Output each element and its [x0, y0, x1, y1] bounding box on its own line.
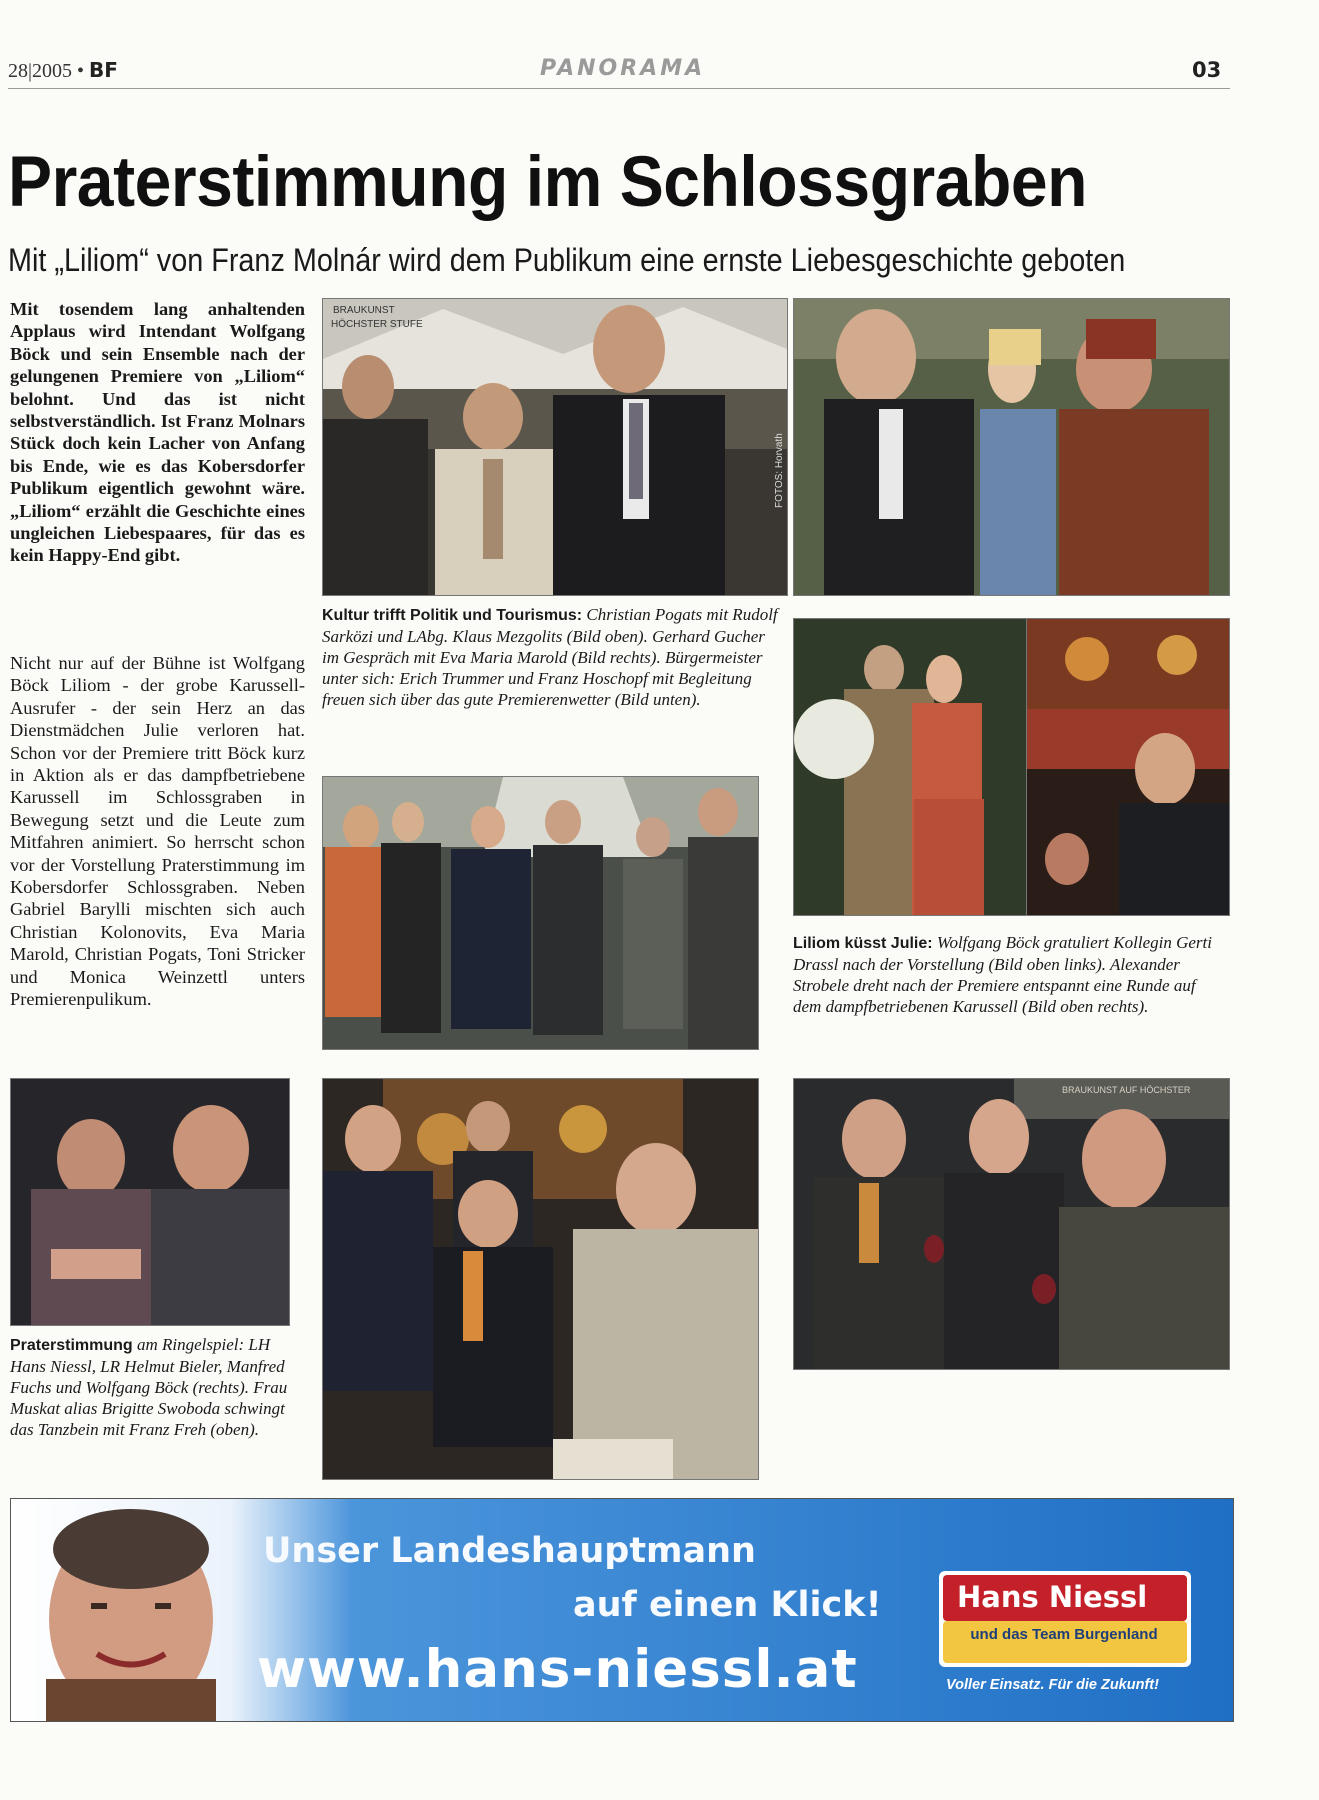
issue-line: 28|2005 • BF	[8, 58, 118, 82]
sign-stufe: HÖCHSTER STUFE	[331, 319, 423, 330]
issue-number: 28|2005	[8, 60, 73, 82]
photo-mayors	[322, 776, 759, 1050]
caption-prater-text: am Ringelspiel: LH Hans Niessl, LR Helmut Bieler, Manfred Fuchs und Wolfgang Böck (rechts). Frau Muskat alias Brigitte Swoboda schwingt das Tanzbein mit Franz Freh (oben).	[10, 1335, 288, 1439]
ad-url-link[interactable]: www.hans-niessl.at	[257, 1639, 858, 1700]
caption-prater-key: Praterstimmung	[10, 1337, 133, 1354]
caption-politics	[322, 604, 786, 710]
ad-slogan: Voller Einsatz. Für die Zukunft!	[946, 1677, 1159, 1693]
caption-liliom-key: Liliom küsst Julie:	[793, 935, 933, 952]
advertisement-banner[interactable]	[10, 1498, 1234, 1722]
photo-ringelspiel-group	[322, 1078, 759, 1480]
article-subtitle: Mit „Liliom“ von Franz Molnár wird dem Publikum eine ernste Liebesgeschichte geboten	[8, 242, 1126, 278]
ad-logo-team: und das Team Burgenland	[970, 1626, 1158, 1643]
caption-politics-text: Christian Pogats mit Rudolf Sarközi und LAbg. Klaus Mezgolits (Bild oben). Gerhard Gucher im Gespräch mit Eva Maria Marold (Bild rechts). Bürgermeister unter sich: Erich Trummer und Franz Hoschopf mit Begleitung freuen sich über das gute Premierenwetter (Bild unten).	[322, 605, 778, 709]
photo-politics-group	[322, 298, 788, 596]
section-name: PANORAMA	[540, 56, 706, 81]
photo-wine	[793, 1078, 1230, 1370]
caption-prater	[10, 1334, 300, 1440]
page-number: 03	[1192, 58, 1222, 82]
ad-logo-name: Hans Niessl	[957, 1580, 1148, 1614]
sign-brewery: BRAUKUNST	[333, 305, 395, 316]
paper-name: BF	[89, 58, 118, 82]
caption-politics-key: Kultur trifft Politik und Tourismus:	[322, 607, 583, 624]
photo-dance	[10, 1078, 290, 1326]
caption-liliom-text: Wolfgang Böck gratuliert Kollegin Gerti Drassl nach der Vorstellung (Bild oben links). Alexander Strobele dreht nach der Premiere entspannt eine Runde auf dem dampfbetriebenen Karussell (Bild oben rechts).	[793, 933, 1212, 1016]
sign-brewery-2: BRAUKUNST AUF HÖCHSTER	[1062, 1085, 1191, 1095]
ad-headline-1: Unser Landeshauptmann	[263, 1531, 756, 1571]
photo-liliom-kiss	[793, 618, 1030, 916]
photo-gucher-marold	[793, 298, 1230, 596]
photo-carousel-strobele	[1026, 618, 1230, 916]
ad-headline-2: auf einen Klick!	[573, 1585, 882, 1625]
ad-portrait	[46, 1509, 216, 1721]
photo-credit: FOTOS: Horvath	[774, 433, 785, 508]
caption-liliom	[793, 932, 1228, 1017]
header-rule	[8, 88, 1230, 89]
article-lead: Mit tosendem lang anhaltenden Applaus wird Intendant Wolfgang Böck und sein Ensemble nach der gelungenen Premiere von „Liliom“ belohnt. Und das ist nicht selbstverständlich. Ist Franz Molnars Stück doch kein Lacher von Anfang bis Ende, wie es das Kobersdorfer Publikum eigentlich gewohnt wäre. „Liliom“ erzählt die Geschichte eines ungleichen Liebespaares, für das es kein Happy-End gibt.	[10, 299, 305, 566]
article-title: Praterstimmung im Schlossgraben	[8, 143, 1088, 222]
article-body: Nicht nur auf der Bühne ist Wolfgang Böck Liliom - der grobe Karussell-Ausrufer - der sein Herz an das Dienstmädchen Julie verloren hat. Schon vor der Premiere tritt Böck kurz in Aktion als er das dampfbetriebene Karussell im Schlossgraben in Bewegung setzt und die Leute zum Mitfahren animiert. So herrscht schon vor der Vorstellung Praterstimmung im Kobersdorfer Schlossgraben. Neben Gabriel Barylli mischten sich auch Christian Kolonovits, Eva Maria Marold, Christian Pogats, Toni Stricker und Monica Weinzettl unters Premierenpulikum.	[10, 653, 305, 1010]
